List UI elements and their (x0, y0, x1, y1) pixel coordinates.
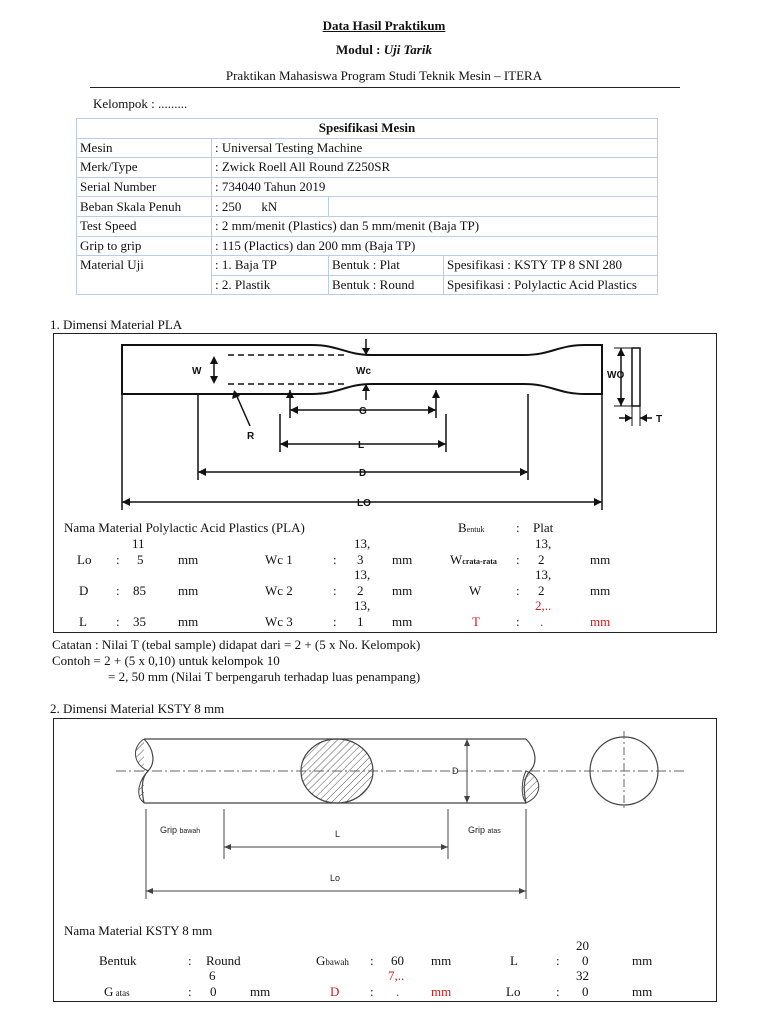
spec-value (212, 197, 329, 217)
lo-label: Lo (506, 984, 521, 999)
unit-mm: mm (431, 953, 452, 968)
wc2-value-top: 13, (354, 567, 371, 582)
arrow (290, 406, 298, 414)
wc3-value: 1 (357, 614, 364, 629)
arrow (617, 398, 625, 406)
gbawah-label: Gbawah (316, 953, 349, 968)
unit-mm: mm (632, 984, 653, 999)
lo-value-top: 11 (132, 536, 145, 551)
module-name: Uji Tarik (383, 42, 432, 57)
colon: : (116, 614, 120, 629)
gatas-value: 0 (210, 984, 217, 999)
label-wo: WO (607, 370, 625, 381)
d-value: . (396, 984, 400, 999)
colon: : (516, 583, 520, 598)
unit-mm: mm (590, 552, 611, 567)
label-l: L (358, 440, 365, 451)
spec-label: Test Speed (77, 216, 212, 236)
colon: : (116, 583, 120, 598)
arrow (280, 440, 288, 448)
w-value-top: 13, (535, 567, 552, 582)
unit-mm: mm (178, 583, 199, 598)
spec-title: Spesifikasi Mesin (77, 119, 658, 139)
spec-value: : Universal Testing Machine (212, 138, 658, 158)
gatas-label: G atas (104, 984, 130, 999)
pla-bentuk-label: Bentuk (458, 520, 485, 535)
unit-mm: mm (392, 552, 413, 567)
wc1-value: 3 (357, 552, 364, 567)
colon: : (516, 552, 520, 567)
label-grip-atas: Grip atas (468, 825, 501, 835)
material-spesifikasi: Spesifikasi : KSTY TP 8 SNI 280 (444, 256, 658, 276)
spec-value: : 2 mm/menit (Plastics) dan 5 mm/menit (Baja TP) (212, 216, 658, 236)
label-w: W (192, 366, 202, 377)
ksty-rod-diagram (54, 719, 714, 915)
w-value: 2 (538, 583, 545, 598)
arrow (441, 844, 448, 850)
wc3-value-top: 13, (354, 598, 371, 613)
colon: : (516, 614, 520, 629)
leader-r (235, 392, 250, 426)
w-label: W (469, 583, 482, 598)
document-subtitle: Praktikan Mahasiswa Program Studi Teknik Mesin – ITERA (225, 68, 543, 83)
arrow (210, 356, 218, 364)
d-value: 85 (133, 583, 146, 598)
unit-mm: mm (590, 614, 611, 629)
spec-row (77, 138, 658, 158)
spec-row (77, 177, 658, 197)
pla-material-name: Nama Material Polylactic Acid Plastics (PLA) (64, 520, 305, 535)
label-d: D (452, 766, 459, 776)
colon: : (333, 614, 337, 629)
spec-label: Serial Number (77, 177, 212, 197)
colon: : (333, 552, 337, 567)
d-label: D (330, 984, 340, 999)
d-value-top: 7,.. (388, 968, 405, 983)
wc2-label: Wc 2 (265, 583, 293, 598)
unit-mm: mm (431, 984, 452, 999)
colon: : (116, 552, 120, 567)
unit-mm: mm (178, 614, 199, 629)
lo-value-top: 32 (576, 968, 589, 983)
arrow (432, 390, 440, 398)
spec-row (77, 216, 658, 236)
spec-label: Beban Skala Penuh (77, 197, 212, 217)
l-value-top: 20 (576, 938, 589, 953)
wrata-label: Wcrata-rata (450, 552, 497, 567)
ksty-material-name: Nama Material KSTY 8 mm (64, 923, 213, 938)
unit-mm: mm (632, 953, 653, 968)
arrow (210, 376, 218, 384)
colon: : (188, 984, 192, 999)
l-value: 35 (133, 614, 146, 629)
arrow (519, 888, 526, 894)
colon: : (556, 984, 560, 999)
spec-row (77, 236, 658, 256)
spec-value: : 734040 Tahun 2019 (212, 177, 658, 197)
spec-value: : Zwick Roell All Round Z250SR (212, 158, 658, 178)
l-label: L (79, 614, 87, 629)
arrow (438, 440, 446, 448)
spec-value: : 115 (Plactics) dan 200 mm (Baja TP) (212, 236, 658, 256)
colon: : (370, 953, 374, 968)
wrata-value: 2 (538, 552, 545, 567)
wc3-label: Wc 3 (265, 614, 293, 629)
unit-mm: mm (392, 614, 413, 629)
t-value: . (540, 614, 544, 629)
label-r: R (247, 431, 255, 442)
spec-row (77, 256, 658, 276)
colon: : (516, 520, 520, 535)
label-d: D (359, 468, 367, 479)
spec-title-row (77, 119, 658, 139)
lo-value: 5 (137, 552, 144, 567)
note-contoh: Contoh = 2 + (5 x 0,10) untuk kelompok 10 (52, 653, 280, 668)
pla-bentuk-value: Plat (533, 520, 554, 535)
material-spesifikasi: Spesifikasi : Polylactic Acid Plastics (444, 275, 658, 295)
colon: : (333, 583, 337, 598)
label-l: L (335, 829, 341, 839)
unit-mm: mm (392, 583, 413, 598)
spec-label: Material Uji (77, 256, 212, 295)
unit-mm: mm (250, 984, 271, 999)
l-label: L (510, 953, 518, 968)
arrow (464, 796, 470, 803)
header-rule (90, 87, 680, 88)
material-no: : 1. Baja TP (212, 256, 329, 276)
arrow (625, 414, 632, 422)
label-grip-bawah: Grip bawah (160, 825, 201, 835)
spec-row (77, 158, 658, 178)
label-lo: LO (357, 498, 371, 509)
material-bentuk: Bentuk : Plat (329, 256, 444, 276)
gatas-value-top: 6 (209, 968, 216, 983)
rod-section (301, 739, 373, 803)
wc1-label: Wc 1 (265, 552, 293, 567)
arrow (122, 498, 130, 506)
label-t: T (656, 414, 663, 425)
arrow (428, 406, 436, 414)
bentuk-label: Bentuk (99, 953, 137, 968)
arrow (146, 888, 153, 894)
wc2-value: 2 (357, 583, 364, 598)
kelompok-line: Kelompok : ......... (93, 96, 188, 111)
unit-mm: mm (178, 552, 199, 567)
spec-label: Merk/Type (77, 158, 212, 178)
arrow (224, 844, 231, 850)
section2-heading: 2. Dimensi Material KSTY 8 mm (50, 701, 225, 716)
t-label: T (472, 614, 480, 629)
label-wc: Wc (356, 366, 371, 377)
bentuk-value: Round (206, 953, 241, 968)
rod-break-right-hatch (522, 771, 539, 803)
spec-table (76, 118, 658, 295)
spec-row (77, 197, 658, 217)
side-view (632, 348, 640, 406)
spec-load-value: : 250 (215, 198, 242, 214)
wrata-value-top: 13, (535, 536, 552, 551)
colon: : (556, 953, 560, 968)
module-line (0, 42, 768, 58)
spec-load-unit: kN (261, 198, 278, 214)
arrow (640, 414, 647, 422)
gbawah-value: 60 (391, 953, 404, 968)
note-catatan: Catatan : Nilai T (tebal sample) didapat dari = 2 + (5 x No. Kelompok) (52, 637, 421, 652)
spec-empty-cell (329, 197, 658, 217)
t-value-top: 2,.. (535, 598, 552, 613)
colon: : (370, 984, 374, 999)
module-prefix: Modul : (336, 42, 384, 57)
spec-label: Mesin (77, 138, 212, 158)
document-title: Data Hasil Praktikum (322, 18, 446, 33)
arrow (198, 468, 206, 476)
material-no: : 2. Plastik (212, 275, 329, 295)
material-bentuk: Bentuk : Round (329, 275, 444, 295)
note-hasil: = 2, 50 mm (Nilai T berpengaruh terhadap luas penampang) (108, 669, 421, 684)
arrow (617, 348, 625, 356)
lo-value: 0 (582, 984, 589, 999)
lo-label: Lo (77, 552, 92, 567)
colon: : (188, 953, 192, 968)
spec-label: Grip to grip (77, 236, 212, 256)
pla-specimen-diagram (54, 334, 714, 518)
l-value: 0 (582, 953, 589, 968)
label-g: G (359, 406, 367, 417)
arrow (464, 739, 470, 746)
arrow (594, 498, 602, 506)
label-lo: Lo (330, 873, 341, 883)
section1-heading: 1. Dimensi Material PLA (50, 317, 183, 332)
arrow (520, 468, 528, 476)
d-label: D (79, 583, 89, 598)
unit-mm: mm (590, 583, 611, 598)
wc1-value-top: 13, (354, 536, 371, 551)
